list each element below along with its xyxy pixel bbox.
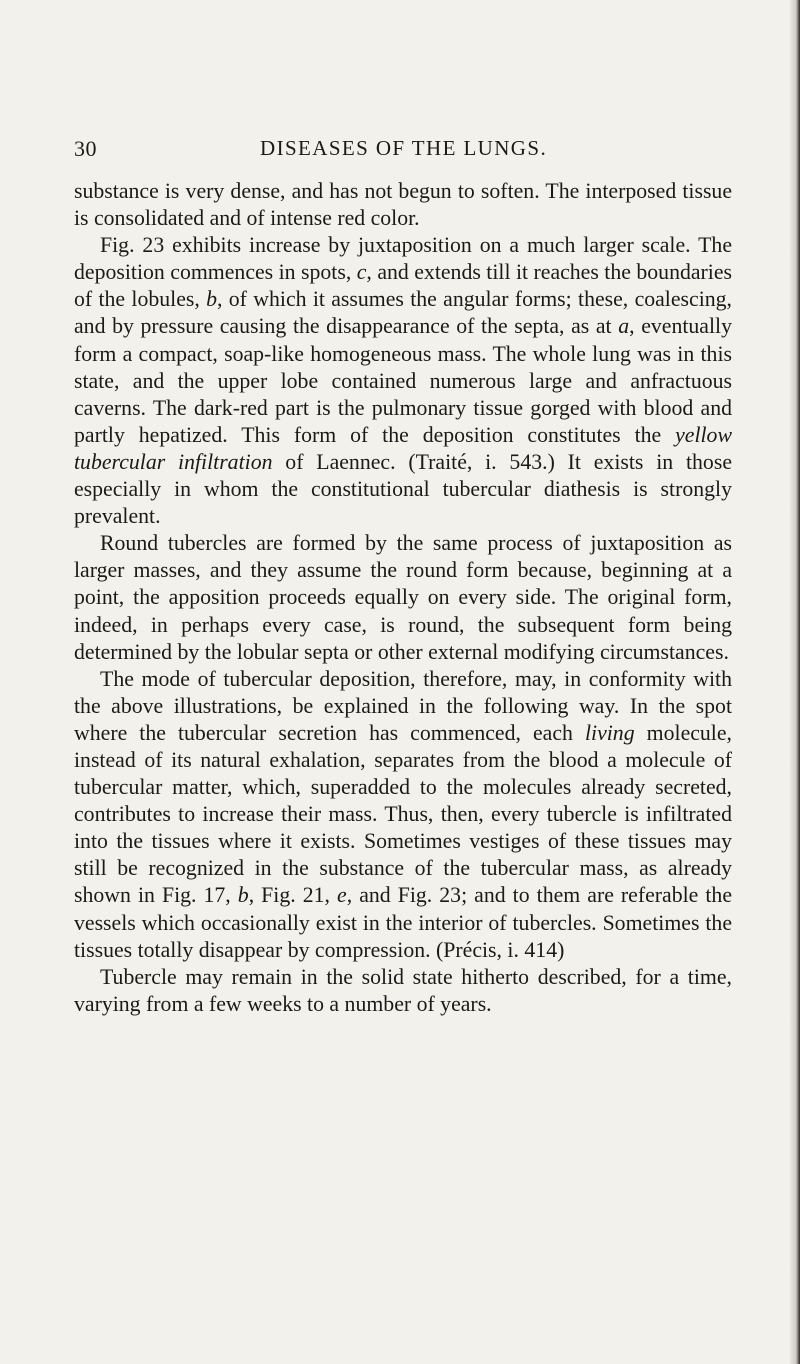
figure-label-e: e: [337, 883, 347, 908]
italic-term: living: [584, 720, 635, 745]
text-segment: of Laennec. (Traité, i. 543.) It exists in those especially in whom the constitutional tubercular diathesis is strongly prevalent.: [74, 449, 732, 529]
running-head: DISEASES OF THE LUNGS.: [260, 136, 548, 160]
text-segment: Tubercle may remain in the solid state hitherto described, for a time, varying from a few weeks to a number of years.: [74, 964, 732, 1016]
text-segment: , and extends till it reaches the boundaries of the lobules,: [74, 260, 733, 312]
text-segment: substance is very dense, and has not begun to soften. The interposed tissue is consolidated and of intense red color.: [74, 179, 732, 231]
page-number: 30: [74, 136, 97, 161]
page-edge-shadow: [790, 0, 800, 1364]
text-segment: , and Fig. 23; and to them are referable the vessels which occasionally exist in the interior of tubercles. Sometimes the tissues totally disappear by compression. (Précis, i. 414): [74, 883, 732, 962]
figure-label-b: b: [206, 287, 218, 312]
paragraph-mode-of-deposition: [74, 666, 732, 964]
figure-label-b: b: [237, 883, 249, 908]
text-segment: molecule, instead of its natural exhalation, separates from the blood a molecule of tubercular matter, which, superadded to the molecules already secreted, contributes to increase their mass. Thus, then, every tubercle is infiltrated into the tissues where it exists. Sometimes vestiges of these tissues may still be recognized in the substance of the tubercular mass, as already shown in Fig. 17,: [74, 720, 732, 908]
text-segment: , Fig. 21,: [248, 883, 338, 908]
text-segment: Fig. 23 exhibits increase by juxtaposition on a much larger scale. The deposition commences in spots,: [74, 233, 732, 285]
text-segment: The mode of tubercular deposition, therefore, may, in conformity with the above illustrations, be explained in the following way. In the spot where the tubercular secretion has commenced, each: [74, 666, 732, 745]
text-segment: , eventually form a compact, soap-like homogeneous mass. The whole lung was in this state, and the upper lobe contained numerous large and anfractuous caverns. The dark-red part is the pulmonary tissue gorged with blood and partly hepatized. This form of the deposition constitutes the: [74, 314, 732, 447]
paragraph-continued: [74, 178, 732, 232]
italic-term: yellow tubercular infiltration: [74, 422, 732, 474]
paragraph-solid-state: [74, 964, 732, 1018]
text-segment: , of which it assumes the angular forms; these, coalescing, and by pressure causing the disappearance of the septa, as at: [74, 287, 732, 339]
body-text: [74, 178, 732, 1018]
text-segment: Round tubercles are formed by the same process of juxtaposition as larger masses, and they assume the round form because, beginning at a point, the apposition proceeds equally on every side. The original form, indeed, in perhaps every case, is round, the subsequent form being determined by the lobular septa or other external modifying circumstances.: [74, 531, 732, 664]
paragraph-fig-23: [74, 232, 732, 530]
figure-label-c: c: [356, 260, 367, 285]
paragraph-round-tubercles: [74, 530, 732, 665]
figure-label-a: a: [618, 314, 630, 339]
page-header: [74, 136, 729, 170]
